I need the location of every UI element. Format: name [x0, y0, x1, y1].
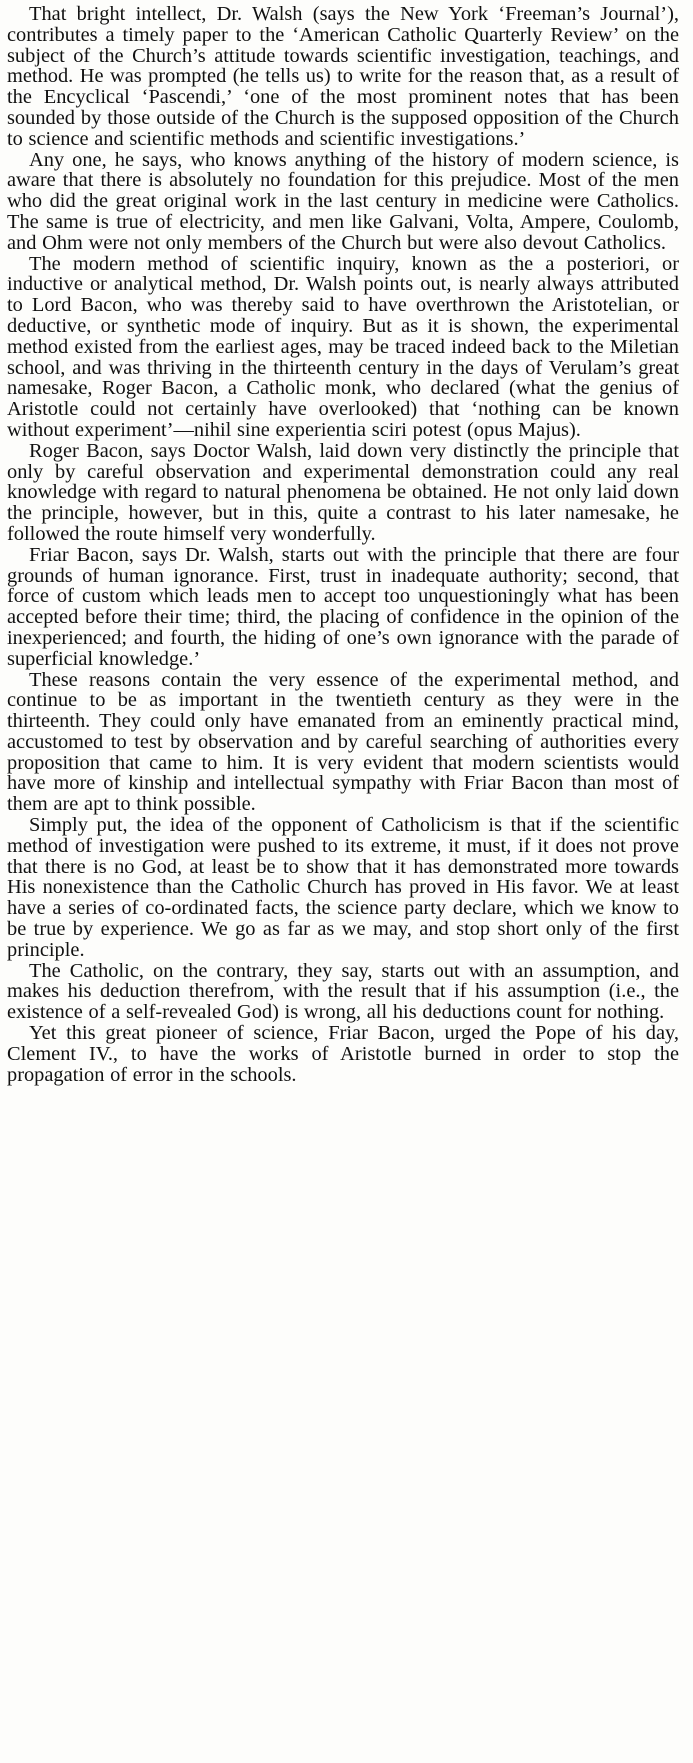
paragraph-6: These reasons contain the very essence of the experimental method, and continue to be as important in the twentieth century as they were in the thirteenth. They could only have emanated from an eminently practical mind, accustomed to test by observation and by careful searching of authorities every proposition that came to him. It is very evident that modern scientists would have more of kinship and intellectual sympathy with Friar Bacon than most of them are apt to think possible. [7, 668, 679, 816]
article-column [7, 4, 679, 1085]
paragraph-7: Simply put, the idea of the opponent of Catholicism is that if the scientific method of investigation were pushed to its extreme, it must, if it does not prove that there is no God, at least be to show that it has demonstrated more towards His nonexistence than the Catholic Church has proved in His favor. We at least have a series of co-ordinated facts, the science party declare, which we know to be true by experience. We go as far as we may, and stop short only of the first principle. [7, 814, 679, 961]
paragraph-3: The modern method of scientific inquiry, known as the a posteriori, or inductive or analytical method, Dr. Walsh points out, is nearly always attributed to Lord Bacon, who was thereby said to have overthrown the Aristotelian, or deductive, or synthetic mode of inquiry. But as it is shown, the experimental method existed from the earliest ages, may be traced indeed back to the Miletian school, and was thriving in the thirteenth century in the days of Verulam’s great namesake, Roger Bacon, a Catholic monk, who declared (what the genius of Aristotle could not certainly have overlooked) that ‘nothing can be known without experiment’—nihil sine experientia sciri potest (opus Majus). [7, 252, 679, 441]
paragraph-9: Yet this great pioneer of science, Friar Bacon, urged the Pope of his day, Clement IV., to have the works of Aristotle burned in order to stop the propagation of error in the schools. [7, 1022, 679, 1086]
paragraph-8: The Catholic, on the contrary, they say, starts out with an assumption, and makes his deduction therefrom, with the result that if his assumption (i.e., the existence of a self-revealed God) is wrong, all his deductions count for nothing. [7, 959, 679, 1024]
paragraph-2: Any one, he says, who knows anything of the history of modern science, is aware that there is absolutely no foundation for this prejudice. Most of the men who did the great original work in the last century in medicine were Catholics. The same is true of electricity, and men like Galvani, Volta, Ampere, Coulomb, and Ohm were not only members of the Church but were also devout Catholics. [7, 148, 679, 254]
paragraph-1: That bright intellect, Dr. Walsh (says the New York ‘Freeman’s Journal’), contributes a timely paper to the ‘American Catholic Quarterly Review’ on the subject of the Church’s attitude towards scientific investigation, teachings, and method. He was prompted (he tells us) to write for the reason that, as a result of the Encyclical ‘Pascendi,’ ‘one of the most prominent notes that has been sounded by those outside of the Church is the supposed opposition of the Church to science and scientific methods and scientific investigations.’ [7, 3, 679, 150]
paragraph-5: Friar Bacon, says Dr. Walsh, starts out with the principle that there are four grounds of human ignorance. First, trust in inadequate authority; second, that force of custom which leads men to accept too unquestioningly what has been accepted before their time; third, the placing of confidence in the opinion of the inexperienced; and fourth, the hiding of one’s own ignorance with the parade of superficial knowledge.’ [7, 543, 679, 670]
paragraph-4: Roger Bacon, says Doctor Walsh, laid down very distinctly the principle that only by careful observation and experimental demonstration could any real knowledge with regard to natural phenomena be obtained. He not only laid down the principle, however, but in this, quite a contrast to his later namesake, he followed the route himself very wonderfully. [7, 439, 679, 545]
